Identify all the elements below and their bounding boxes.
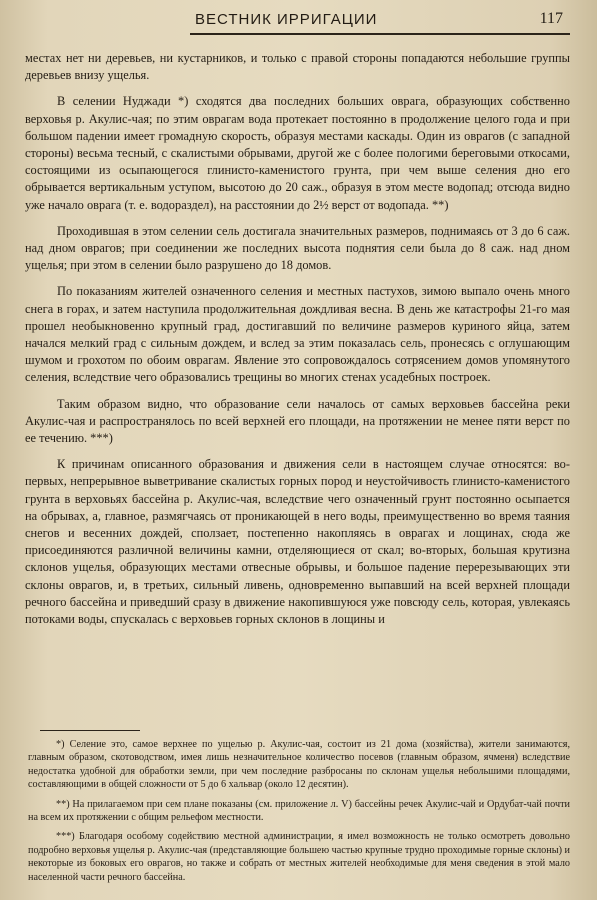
article-body <box>25 50 570 637</box>
footnote-rule <box>40 730 140 731</box>
footnote-3: ***) Благодаря особому содействию местной администрации, я имел возможность не только осмотреть довольно подробно верховья ущелья р. Акулис-чая (представляющие большею частью крупные трудно проходимые горные склоны) и некоторые из боковых его оврагов, но также и собрать от местных жителей необходимые для меня сведения в этой мало населенной части речного бассейна. <box>28 831 570 883</box>
paragraph-3: Проходившая в этом селении сель достигала значительных размеров, поднимаясь от 3 до 6 саж. над дном оврагов; при соединении же последних высота поднятия сели была до 8 саж. над дном ущелья; при этом в селении было разрушено до 18 домов. <box>25 223 570 273</box>
paragraph-6: К причинам описанного образования и движения сели в настоящем случае относятся: во-первых, непрерывное выветривание скалистых горных пород и неустойчивость глинисто-каменистого грунта в верховьях бассейна р. Акулис-чая, вследствие чего означенный грунт постоянно осыпается на обрывах, а, главное, размягчаясь от проникающей в него воды, преимущественно во время таяния снегов и весенних дождей, сползает, постепенно накопляясь в оврагах и лощинах, сюда же присоединяются различной величины камни, отделяющиеся от скал; во-вторых, большая крутизна склонов ущелья, образующих местами отвесные обрывы, и большое падение перерезывающих эти склоны оврагов, и, в третьих, сильный ливень, одновременно выпавший на всей верхней площади речного бассейна и приведший сразу в движение накопившуюся уже повсюду сель, которая, увлекаясь потоками воды, спускалась с верховьев горных склонов в лощины и <box>25 457 570 627</box>
footnote-2: **) На прилагаемом при сем плане показаны (см. приложение л. V) бассейны речек Акулис-чай и Ордубат-чай почти на всем их протяжении с общим рельефом местности. <box>28 798 570 824</box>
paragraph-1: местах нет ни деревьев, ни кустарников, и только с правой стороны попадаются небольшие группы деревьев внизу ущелья. <box>25 51 570 83</box>
footnote-1: *) Селение это, самое верхнее по ущелью р. Акулис-чая, состоит из 21 дома (хозяйства), жители занимаются, главным образом, скотоводством, имея лишь незначительное количество посевов (главным образом, ячменя) вследствие недостатка удобной для обработки земли, при чем последние разбросаны по склонам ущелья небольшими площадями, составляющими в общей сложности от 5 до 6 хальвар (около 12 десятин). <box>28 739 570 791</box>
paragraph-2: В селении Нуджади *) сходятся два последних больших оврага, образующих собственно верховья р. Акулис-чая; по этим оврагам вода протекает постоянно в продолжение целого года и при большом падении имеет громадную скорость, образуя местами каскады. Один из оврагов (с западной стороны) весьма тесный, с скалистыми обрывами, другой же с более пологими береговыми откосами, состоящими из осыпающегося глинисто-каменистого грунта, при чем выше селения дно его обрывается вертикальным уступом, высотою до 20 саж., образуя в этом месте водопад; отсюда видно уже начало оврага (т. е. водораздел), на расстоянии до 2½ верст от водопада. **) <box>25 94 570 212</box>
journal-title: ВЕСТНИК ИРРИГАЦИИ <box>195 11 378 28</box>
header-rule <box>190 33 570 35</box>
paragraph-5: Таким образом видно, что образование сели началось от самых верховьев бассейна реки Акулис-чая и распространялось по всей верхней его площади, на протяжении не менее пяти верст по ее течению. ***) <box>25 396 570 446</box>
running-header <box>195 8 575 30</box>
footnotes <box>28 738 570 890</box>
page-number: 117 <box>539 10 563 27</box>
paragraph-4: По показаниям жителей означенного селения и местных пастухов, зимою выпало очень много снега в горах, и затем наступила продолжительная дождливая весна. В день же катастрофы 21-го мая прошел необыкновенно крупный град, достигавший по величине размеров куриного яйца, затем начался мелкий град с сильным дождем, и вслед за этим показалась сель, пронесясь с оглушающим шумом и грохотом по обоим оврагам. Явление это сопровождалось сотрясением домов упомянутого селения, вследствие чего образовались трещины во многих стенах усадебных построек. <box>25 284 570 385</box>
